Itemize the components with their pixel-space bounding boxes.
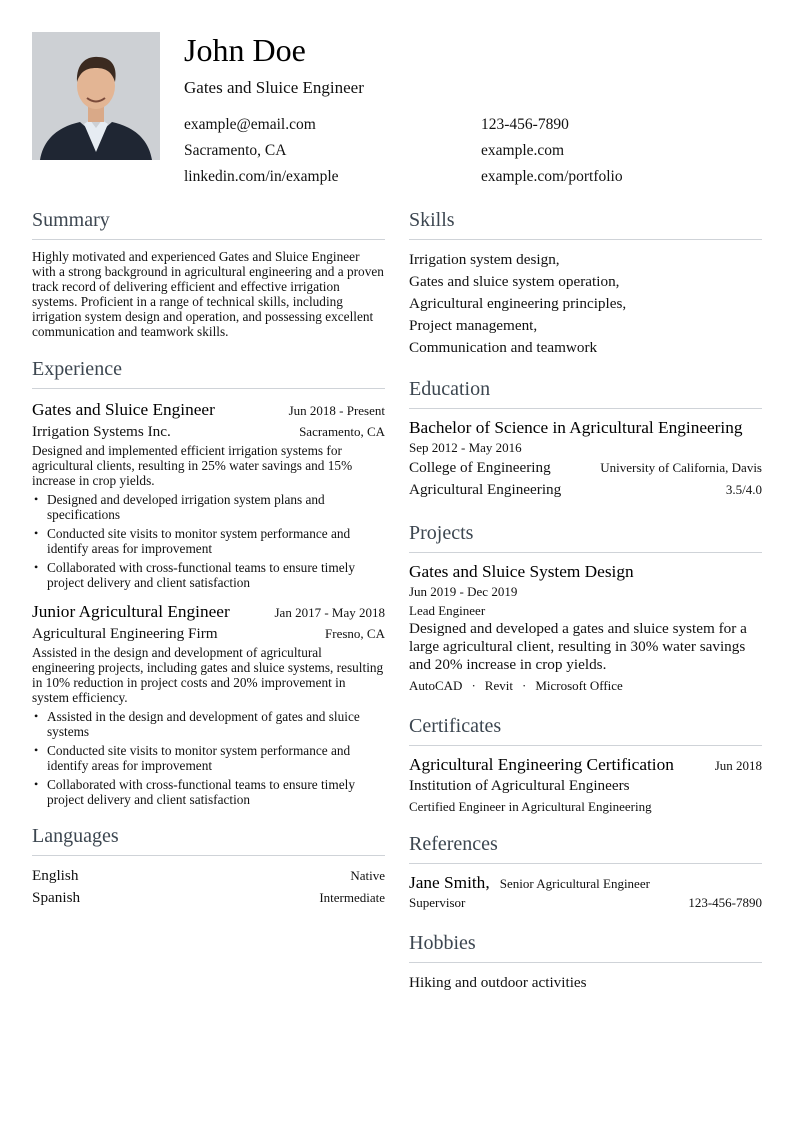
college: College of Engineering: [409, 459, 551, 476]
certificate-date: Jun 2018: [714, 758, 762, 773]
tool-tag: Microsoft Office: [535, 678, 623, 693]
language-level: Intermediate: [319, 890, 385, 905]
location: Sacramento, CA: [184, 142, 287, 159]
skill-item: Project management,: [409, 317, 538, 334]
references-section: [409, 830, 762, 912]
section-heading: Experience: [32, 355, 385, 389]
portfolio-link[interactable]: example.com/portfolio: [481, 168, 623, 185]
certificate-detail: Certified Engineer in Agricultural Engineering: [409, 799, 652, 814]
reference-name: Jane Smith,: [409, 873, 490, 892]
language-name: Spanish: [32, 889, 81, 906]
degree: Bachelor of Science in Agricultural Engineering: [409, 418, 743, 437]
job-description: Assisted in the design and development of agricultural engineering projects, including gates and sluice systems, resulting in 10% reduction in project costs and 20% improvement in system efficiency.: [32, 645, 384, 705]
job-location: Sacramento, CA: [299, 424, 385, 439]
education-section: [409, 375, 762, 501]
project-description: Designed and developed a gates and sluice system for a large agricultural client, resulting in 30% water savings and 20% increase in crop yields.: [409, 620, 747, 673]
separator-dot: ·: [471, 678, 476, 693]
project-tools: [409, 677, 762, 695]
section-heading: References: [409, 830, 762, 864]
section-heading: Education: [409, 375, 762, 409]
person-photo-icon: [32, 32, 160, 160]
list-item: • Collaborated with cross-functional teams to ensure timely project delivery and client satisfaction: [32, 560, 385, 590]
summary-section: [32, 206, 385, 339]
section-heading: Hobbies: [409, 929, 762, 963]
website-link[interactable]: example.com: [481, 142, 565, 159]
list-item: • Collaborated with cross-functional teams to ensure timely project delivery and client satisfaction: [32, 777, 385, 807]
project-name: Gates and Sluice System Design: [409, 562, 634, 581]
hobbies-section: [409, 929, 762, 994]
projects-section: [409, 519, 762, 695]
languages-section: [32, 822, 385, 909]
candidate-name: John Doe: [184, 32, 306, 68]
list-item: • Assisted in the design and development of gates and sluice systems: [32, 709, 385, 739]
job-title: Gates and Sluice Engineer: [32, 400, 215, 419]
phone-number[interactable]: 123-456-7890: [481, 116, 569, 133]
email-link[interactable]: example@email.com: [184, 116, 316, 133]
reference-position: Senior Agricultural Engineer: [499, 876, 650, 891]
job-bullets: [32, 709, 385, 807]
contact-info: [184, 112, 744, 190]
job-location: Fresno, CA: [325, 626, 385, 641]
job-dates: Jan 2017 - May 2018: [274, 605, 385, 620]
project-dates: Jun 2019 - Dec 2019: [409, 584, 518, 599]
left-column: [32, 206, 385, 909]
job-entry: [32, 600, 385, 807]
list-item: • Designed and developed irrigation system plans and specifications: [32, 492, 385, 522]
reference-relation: Supervisor: [409, 895, 466, 910]
list-item: • Conducted site visits to monitor system performance and identify areas for improvement: [32, 743, 385, 773]
separator-dot: ·: [521, 678, 527, 693]
certificates-section: [409, 712, 762, 816]
skill-item: Irrigation system design,: [409, 251, 560, 268]
section-heading: Summary: [32, 206, 385, 240]
hobby-item: Hiking and outdoor activities: [409, 974, 587, 991]
tool-tag: Revit: [484, 678, 513, 693]
job-title: Junior Agricultural Engineer: [32, 602, 230, 621]
job-entry: [32, 398, 385, 590]
reference-phone[interactable]: 123-456-7890: [688, 895, 762, 910]
section-heading: Projects: [409, 519, 762, 553]
gpa: 3.5/4.0: [725, 482, 762, 497]
skills-section: [409, 206, 762, 359]
job-description: Designed and implemented efficient irrigation systems for agricultural clients, resulting in 25% water savings and 15% increase in crop yields.: [32, 443, 353, 488]
summary-text: Highly motivated and experienced Gates and Sluice Engineer with a strong background in agricultural engineering and a proven track record of delivering efficient and effective irrigation systems. Proficient in a range of technical skills, including irrigation system design and operation, and possessing excellent communication and teamwork skills.: [32, 249, 384, 339]
job-company: Irrigation Systems Inc.: [32, 423, 171, 440]
field-of-study: Agricultural Engineering: [409, 481, 562, 498]
job-dates: Jun 2018 - Present: [288, 403, 385, 418]
language-level: Native: [350, 868, 385, 883]
skill-item: Communication and teamwork: [409, 339, 598, 356]
experience-section: [32, 355, 385, 807]
certificate-issuer: Institution of Agricultural Engineers: [409, 777, 630, 794]
skill-item: Gates and sluice system operation,: [409, 273, 620, 290]
linkedin-link[interactable]: linkedin.com/in/example: [184, 168, 339, 185]
profile-photo: [32, 32, 160, 160]
job-title-headline: Gates and Sluice Engineer: [184, 78, 364, 97]
skill-item: Agricultural engineering principles,: [409, 295, 627, 312]
right-column: [409, 206, 762, 994]
project-role: Lead Engineer: [409, 603, 486, 618]
section-heading: Certificates: [409, 712, 762, 746]
section-heading: Languages: [32, 822, 385, 856]
university: University of California, Davis: [600, 460, 762, 475]
education-dates: Sep 2012 - May 2016: [409, 440, 522, 455]
certificate-name: Agricultural Engineering Certification: [409, 755, 674, 774]
language-name: English: [32, 867, 79, 884]
section-heading: Skills: [409, 206, 762, 240]
job-company: Agricultural Engineering Firm: [32, 625, 218, 642]
list-item: • Conducted site visits to monitor system performance and identify areas for improvement: [32, 526, 385, 556]
job-bullets: [32, 492, 385, 590]
tool-tag: AutoCAD: [409, 678, 463, 693]
